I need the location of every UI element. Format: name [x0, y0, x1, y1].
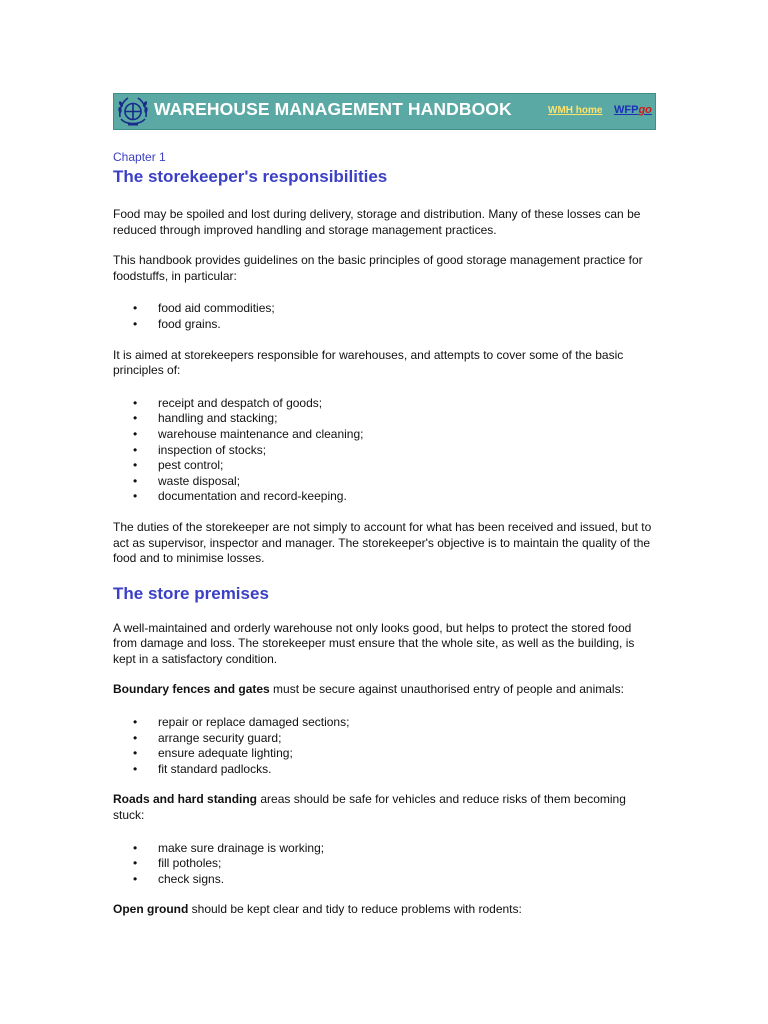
ground-text: should be kept clear and tidy to reduce problems with rodents:: [188, 902, 522, 917]
chapter-label: Chapter 1: [113, 150, 166, 164]
un-emblem-icon: [116, 95, 150, 128]
list-item: • check signs.: [113, 872, 656, 888]
intro-paragraph-2: This handbook provides guidelines on the basic principles of good storage management practice for foodstuffs, in particular:: [113, 253, 643, 283]
list-item: • inspection of stocks;: [113, 443, 656, 459]
wfpgo-link-part-a: WFP: [614, 104, 639, 116]
list-item: • ensure adequate lighting;: [113, 746, 656, 762]
list-item: • food aid commodities;: [113, 301, 656, 317]
intro-paragraph-1: Food may be spoiled and lost during delivery, storage and distribution. Many of these losses can be reduced through improved handling and storage management practices.: [113, 207, 641, 237]
section-title-premises: The store premises: [113, 583, 269, 603]
wfpgo-link[interactable]: [614, 104, 652, 116]
list-item: • documentation and record-keeping.: [113, 489, 656, 505]
home-link[interactable]: WMH home: [548, 105, 603, 116]
list-item: • waste disposal;: [113, 474, 656, 490]
list-item: • arrange security guard;: [113, 731, 656, 747]
list-item: • food grains.: [113, 317, 656, 333]
chapter-title: The storekeeper's responsibilities: [113, 167, 388, 186]
intro-paragraph-3: It is aimed at storekeepers responsible for warehouses, and attempts to cover some of the basic principles of:: [113, 347, 624, 378]
premises-paragraph-1: A well-maintained and orderly warehouse not only looks good, but helps to protect the stored food from damage and loss. The storekeeper must ensure that the whole site, as well as the building, is kept in a satisfactory condition.: [113, 620, 635, 666]
list-item: • receipt and despatch of goods;: [113, 396, 656, 412]
handbook-title: WAREHOUSE MANAGEMENT HANDBOOK: [154, 99, 512, 119]
ground-paragraph: [113, 902, 656, 918]
list-item: • handling and stacking;: [113, 411, 656, 427]
ground-term: Open ground: [113, 902, 189, 917]
handbook-page: [113, 93, 656, 918]
roads-paragraph: [113, 792, 656, 823]
fences-text: must be secure against unauthorised entry of people and animals:: [269, 682, 624, 697]
wfpgo-link-part-b: go: [638, 104, 652, 116]
commodities-list: [113, 301, 656, 332]
list-item: • repair or replace damaged sections;: [113, 715, 656, 731]
list-item: • pest control;: [113, 458, 656, 474]
roads-list: [113, 841, 656, 888]
list-item: • fit standard padlocks.: [113, 762, 656, 778]
header-banner: [113, 93, 656, 130]
fences-paragraph: [113, 682, 656, 698]
principles-list: [113, 396, 656, 505]
list-item: • fill potholes;: [113, 856, 656, 872]
roads-text: areas should be safe for vehicles and reduce risks of them becoming stuck:: [113, 792, 626, 823]
fences-list: [113, 715, 656, 777]
list-item: • make sure drainage is working;: [113, 841, 656, 857]
list-item: • warehouse maintenance and cleaning;: [113, 427, 656, 443]
intro-paragraph-4: The duties of the storekeeper are not simply to account for what has been received and issued, but to act as supervisor, inspector and manager. The storekeeper's objective is to maintain the quality of the food and to minimise losses.: [113, 519, 652, 566]
roads-term: Roads and hard standing: [113, 792, 258, 807]
fences-term: Boundary fences and gates: [113, 682, 270, 697]
